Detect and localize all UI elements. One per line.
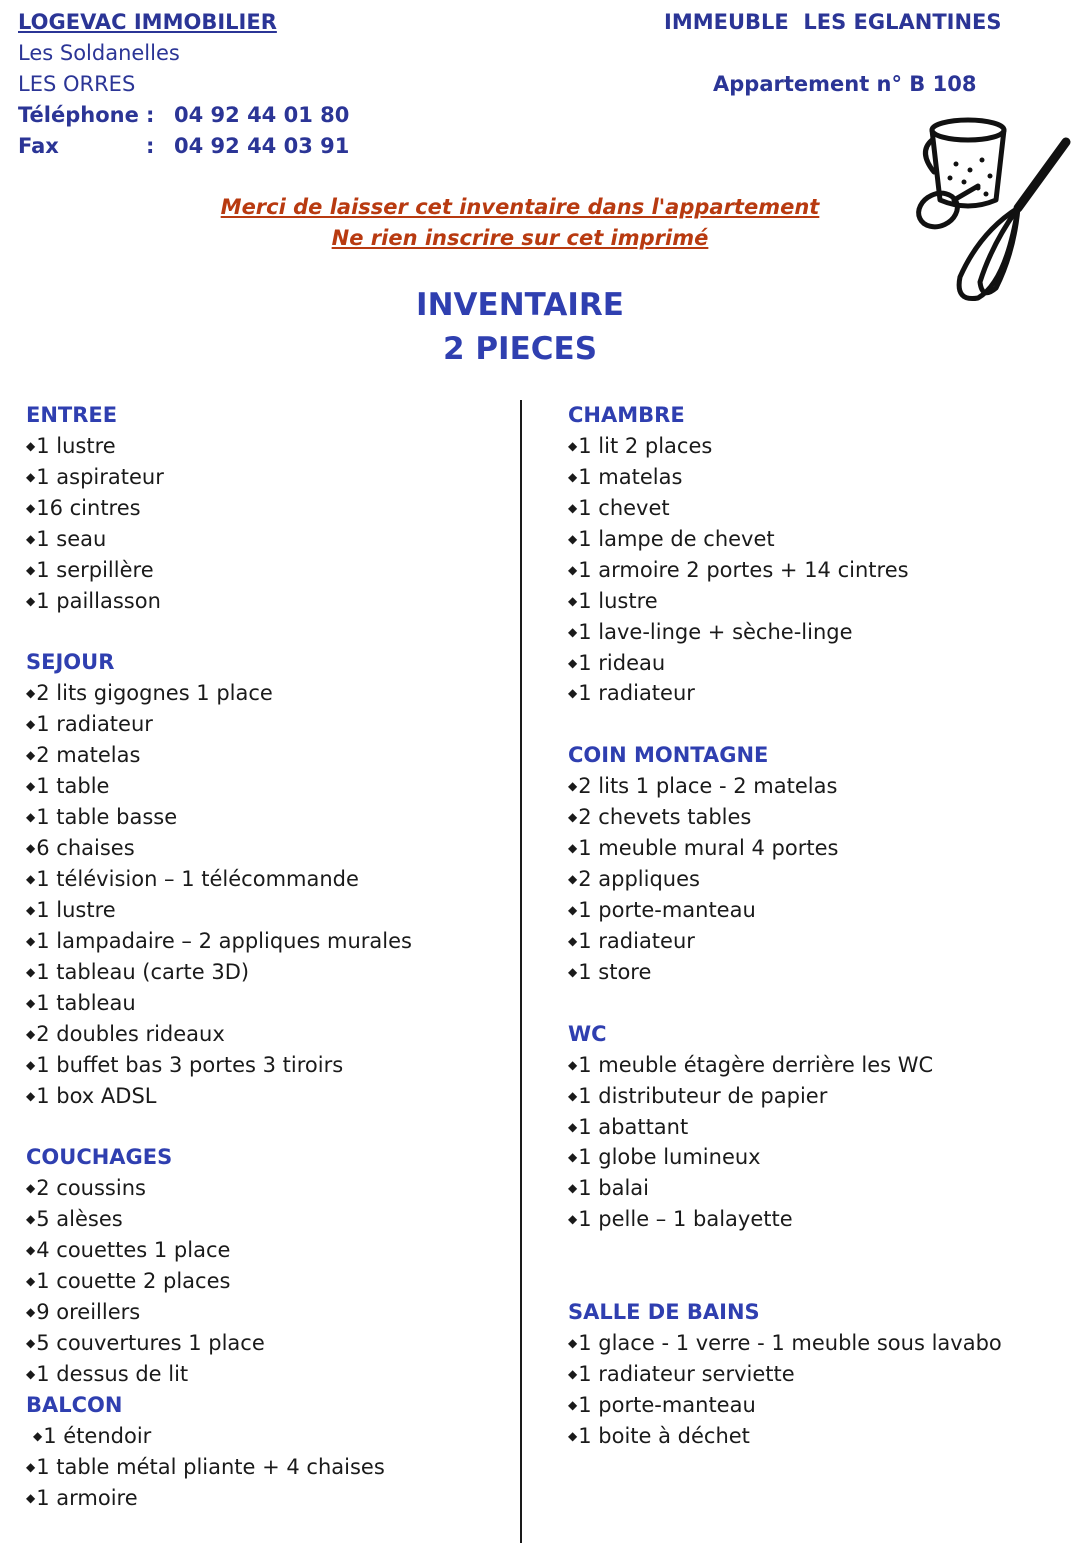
item-label: 4 couettes 1 place [36, 1238, 231, 1263]
bullet-icon: ◆ [26, 1212, 36, 1227]
bullet-icon: ◆ [26, 933, 36, 948]
bullet-icon: ◆ [568, 469, 578, 484]
item-label: 1 armoire 2 portes + 14 cintres [578, 557, 909, 582]
item-label: 1 balai [578, 1176, 650, 1201]
bullet-icon: ◆ [26, 531, 36, 546]
item-label: 1 dessus de lit [36, 1362, 189, 1387]
bullet-icon: ◆ [26, 1336, 36, 1351]
item-label: 1 radiateur serviette [578, 1362, 795, 1386]
list-item [26, 1452, 506, 1483]
fax-colon: : [146, 134, 155, 158]
section-title-coin-montagne: COIN MONTAGNE [568, 743, 769, 768]
item-label: 1 chevet [578, 495, 670, 520]
bullet-icon: ◆ [26, 1057, 36, 1072]
item-label: 2 coussins [36, 1176, 146, 1201]
page-title [370, 283, 670, 371]
list-item [26, 678, 506, 709]
list-item [568, 493, 1068, 524]
item-label: 1 radiateur [578, 681, 695, 706]
list-item [568, 771, 1068, 802]
title-line-2: 2 PIECES [442, 331, 598, 367]
bullet-icon: ◆ [26, 872, 36, 887]
section-entree-items [26, 431, 506, 617]
item-label: 1 lampe de chevet [578, 526, 775, 551]
list-item [568, 1328, 1068, 1359]
bullet-icon: ◆ [26, 469, 36, 484]
item-label: 2 lits 1 place - 2 matelas [578, 774, 838, 799]
bullet-icon: ◆ [26, 1490, 36, 1505]
list-item [26, 1019, 506, 1050]
list-item [568, 1050, 1068, 1081]
fax-row [18, 131, 349, 162]
item-label: 1 glace - 1 verre - 1 meuble sous lavabo [578, 1331, 1002, 1356]
bullet-icon: ◆ [26, 500, 36, 515]
item-label: 1 buffet bas 3 portes 3 tiroirs [36, 1052, 344, 1077]
bullet-icon: ◆ [26, 717, 36, 732]
item-label: 16 cintres [36, 495, 141, 520]
bullet-icon: ◆ [26, 1459, 36, 1474]
bullet-icon: ◆ [568, 810, 578, 825]
item-label: 2 chevets tables [578, 805, 752, 830]
item-label: 1 lit 2 places [578, 433, 713, 458]
fax-label: Fax [18, 134, 59, 158]
section-title-wc: WC [568, 1021, 607, 1046]
list-item [26, 864, 506, 895]
item-label: 1 rideau [578, 650, 666, 675]
item-label: 1 lustre [36, 433, 116, 458]
item-label: 1 meuble mural 4 portes [578, 836, 839, 861]
title-line-1: INVENTAIRE [416, 287, 624, 323]
bullet-icon: ◆ [26, 995, 36, 1010]
item-label: 1 serpillère [36, 557, 154, 582]
phone-colon: : [146, 103, 155, 127]
section-salle-de-bains-items [568, 1328, 1068, 1452]
bullet-icon: ◆ [568, 438, 578, 453]
inventory-right-column [568, 400, 1068, 1452]
item-label: 1 table métal pliante + 4 chaises [36, 1454, 385, 1479]
item-label: 1 aspirateur [36, 464, 164, 489]
list-item [26, 802, 506, 833]
list-item [26, 1328, 506, 1359]
section-chambre-items [568, 431, 1068, 709]
list-item [26, 988, 506, 1019]
item-label: 5 couvertures 1 place [36, 1331, 265, 1356]
list-item [568, 1390, 1068, 1421]
item-label: 1 table [36, 774, 110, 799]
section-title-couchages: COUCHAGES [26, 1145, 173, 1170]
item-label: 1 pelle – 1 balayette [578, 1207, 793, 1232]
item-label: 1 table basse [36, 805, 178, 830]
bullet-icon: ◆ [568, 1088, 578, 1103]
bullet-icon: ◆ [33, 1428, 43, 1443]
bullet-icon: ◆ [568, 562, 578, 577]
list-item [26, 926, 506, 957]
item-label: 2 lits gigognes 1 place [36, 681, 273, 706]
bullet-icon: ◆ [26, 562, 36, 577]
list-item [26, 1173, 506, 1204]
section-wc-items [568, 1050, 1068, 1236]
item-label: 1 globe lumineux [578, 1145, 761, 1170]
item-label: 1 seau [36, 526, 107, 551]
item-label: 2 appliques [578, 867, 700, 892]
item-label: 1 abattant [578, 1114, 689, 1139]
list-item [26, 462, 506, 493]
bullet-icon: ◆ [26, 1026, 36, 1041]
list-item [26, 833, 506, 864]
fax-value: 04 92 44 03 91 [174, 134, 350, 158]
list-item [26, 957, 506, 988]
bullet-icon: ◆ [26, 810, 36, 825]
item-label: 1 porte-manteau [578, 897, 756, 922]
bullet-icon: ◆ [26, 1367, 36, 1382]
list-item [568, 895, 1068, 926]
bullet-icon: ◆ [26, 438, 36, 453]
building-name: IMMEUBLE LES EGLANTINES [664, 10, 1002, 34]
list-item [568, 1204, 1068, 1235]
bullet-icon: ◆ [26, 1181, 36, 1196]
bullet-icon: ◆ [26, 1088, 36, 1103]
bullet-icon: ◆ [568, 1057, 578, 1072]
item-label: 1 télévision – 1 télécommande [36, 867, 359, 892]
section-title-chambre: CHAMBRE [568, 403, 685, 427]
list-item [568, 1359, 1068, 1390]
bullet-icon: ◆ [568, 872, 578, 887]
instructions-notice [220, 192, 820, 254]
bullet-icon: ◆ [568, 841, 578, 856]
section-title-balcon: BALCON [26, 1392, 123, 1417]
list-item [568, 864, 1068, 895]
list-item [568, 1421, 1068, 1452]
bullet-icon: ◆ [26, 841, 36, 856]
item-label: 9 oreillers [36, 1300, 141, 1325]
list-item [26, 895, 506, 926]
phone-row [18, 100, 349, 131]
inventory-left-column [26, 400, 506, 1514]
section-coin-montagne-items [568, 771, 1068, 988]
section-title-sejour: SEJOUR [26, 650, 115, 675]
bullet-icon: ◆ [26, 1243, 36, 1258]
item-label: 1 lampadaire – 2 appliques murales [36, 928, 412, 953]
item-label: 1 store [578, 959, 652, 984]
bullet-icon: ◆ [568, 964, 578, 979]
list-item [568, 524, 1068, 555]
item-label: 6 chaises [36, 836, 135, 861]
item-label: 1 tableau (carte 3D) [36, 959, 250, 984]
item-label: 1 tableau [36, 990, 136, 1015]
bullet-icon: ◆ [26, 748, 36, 763]
list-item [568, 1173, 1068, 1204]
list-item [26, 1235, 506, 1266]
agency-contact-block [18, 7, 349, 162]
bullet-icon: ◆ [568, 1181, 578, 1196]
apartment-number: Appartement n° B 108 [713, 72, 977, 96]
bullet-icon: ◆ [568, 593, 578, 608]
phone-value: 04 92 44 01 80 [174, 103, 350, 127]
list-item [568, 555, 1068, 586]
item-label: 1 paillasson [36, 588, 161, 613]
list-item [568, 431, 1068, 462]
list-item [26, 1297, 506, 1328]
phone-label: Téléphone [18, 103, 139, 127]
list-item [26, 1421, 506, 1452]
bullet-icon: ◆ [568, 1119, 578, 1134]
list-item [26, 1050, 506, 1081]
section-couchages-items [26, 1173, 506, 1390]
list-item [568, 648, 1068, 679]
item-label: 5 alèses [36, 1207, 123, 1232]
section-sejour-items [26, 678, 506, 1111]
item-label: 2 matelas [36, 743, 141, 768]
item-label: 1 box ADSL [36, 1083, 157, 1108]
list-item [568, 1081, 1068, 1112]
bullet-icon: ◆ [26, 686, 36, 701]
notice-line-2: Ne rien inscrire sur cet imprimé [331, 226, 709, 250]
item-label: 1 radiateur [578, 928, 695, 953]
bullet-icon: ◆ [26, 593, 36, 608]
item-label: 1 armoire [36, 1485, 138, 1510]
list-item [26, 771, 506, 802]
list-item [568, 586, 1068, 617]
list-item [568, 617, 1068, 648]
item-label: 1 boite à déchet [578, 1423, 750, 1448]
list-item [26, 1081, 506, 1112]
bullet-icon: ◆ [26, 964, 36, 979]
list-item [26, 709, 506, 740]
address-line-2: LES ORRES [18, 72, 136, 96]
bullet-icon: ◆ [568, 1150, 578, 1165]
list-item [26, 1266, 506, 1297]
list-item [568, 1142, 1068, 1173]
item-label: 1 porte-manteau [578, 1392, 756, 1417]
bullet-icon: ◆ [568, 686, 578, 701]
bullet-icon: ◆ [568, 531, 578, 546]
bullet-icon: ◆ [568, 1336, 578, 1351]
list-item [568, 802, 1068, 833]
item-label: 1 distributeur de papier [578, 1083, 828, 1108]
item-label: 1 radiateur [36, 712, 153, 737]
bullet-icon: ◆ [568, 1397, 578, 1412]
item-label: 1 lustre [36, 897, 116, 922]
bullet-icon: ◆ [568, 655, 578, 670]
list-item [568, 833, 1068, 864]
kitchen-utensils-icon [910, 112, 1075, 312]
bullet-icon: ◆ [26, 902, 36, 917]
section-title-salle-de-bains: SALLE DE BAINS [568, 1300, 760, 1325]
bullet-icon: ◆ [568, 500, 578, 515]
bullet-icon: ◆ [568, 1212, 578, 1227]
bullet-icon: ◆ [568, 624, 578, 639]
company-name: LOGEVAC IMMOBILIER [18, 10, 277, 34]
bullet-icon: ◆ [26, 1305, 36, 1320]
list-item [26, 740, 506, 771]
list-item [26, 1204, 506, 1235]
bullet-icon: ◆ [26, 779, 36, 794]
item-label: 1 étendoir [43, 1423, 152, 1448]
bullet-icon: ◆ [26, 1274, 36, 1289]
item-label: 1 lave-linge + sèche-linge [578, 619, 853, 644]
list-item [26, 524, 506, 555]
item-label: 2 doubles rideaux [36, 1021, 225, 1046]
notice-line-1: Merci de laisser cet inventaire dans l'appartement [220, 195, 820, 219]
list-item [568, 957, 1068, 988]
bullet-icon: ◆ [568, 933, 578, 948]
item-label: 1 matelas [578, 464, 683, 489]
bullet-icon: ◆ [568, 1367, 578, 1381]
list-item [26, 431, 506, 462]
list-item [568, 462, 1068, 493]
list-item [568, 926, 1068, 957]
section-title-entree: ENTREE [26, 403, 118, 427]
bullet-icon: ◆ [568, 1428, 578, 1443]
item-label: 1 meuble étagère derrière les WC [578, 1052, 934, 1077]
item-label: 1 lustre [578, 588, 658, 613]
list-item [26, 1483, 506, 1514]
bullet-icon: ◆ [568, 902, 578, 917]
list-item [26, 493, 506, 524]
bullet-icon: ◆ [568, 779, 578, 794]
item-label: 1 couette 2 places [36, 1269, 231, 1294]
section-balcon-items [26, 1421, 506, 1514]
list-item [26, 1359, 506, 1390]
address-line-1: Les Soldanelles [18, 41, 180, 65]
list-item [568, 678, 1068, 709]
list-item [26, 555, 506, 586]
column-divider [520, 400, 522, 1543]
list-item [26, 586, 506, 617]
list-item [568, 1112, 1068, 1143]
